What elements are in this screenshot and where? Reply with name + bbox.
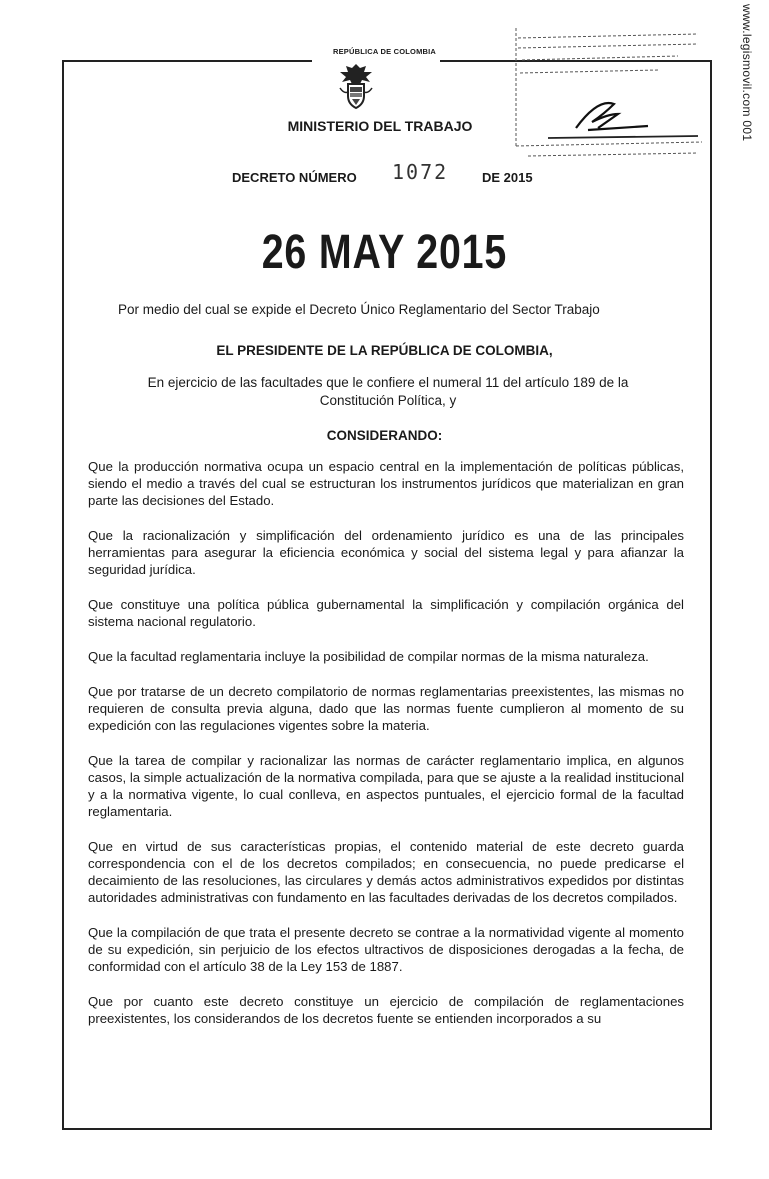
consideration-paragraph: Que la compilación de que trata el presente decreto se contrae a la normatividad vigente al momento de su expedición, sin perjuicio de los efectos ultractivos de disposiciones derogadas a la fecha, de conformidad con el artículo 38 de la Ley 153 de 1887. — [88, 925, 684, 974]
consideration-paragraph: Que constituye una política pública gubernamental la simplificación y compilación orgánica del sistema nacional regulatorio. — [88, 597, 684, 629]
consideration-paragraph: Que en virtud de sus características propias, el contenido material de este decreto guarda correspondencia con el de los decretos compilados; en consecuencia, no puede predicarse el decaimiento de las resoluciones, las circulares y demás actos administrativos expedidos por distintas autoridades administrativas con fundamento en las facultades derivadas de los decretos compilados. — [88, 839, 684, 905]
signature-stamp — [508, 18, 708, 168]
ministry-heading: MINISTERIO DEL TRABAJO — [287, 118, 473, 134]
watermark-url — [740, 4, 764, 174]
considerations-list — [88, 458, 684, 1045]
decree-year: DE 2015 — [482, 170, 533, 185]
decree-date-stamp: 26 MAY 2015 — [261, 226, 508, 279]
decree-subtitle: Por medio del cual se expide el Decreto Único Reglamentario del Sector Trabajo — [118, 302, 600, 317]
consideration-paragraph: Que la producción normativa ocupa un espacio central en la implementación de políticas públicas, siendo el medio a través del cual se estructuran los instrumentos jurídicos que materializan en gran parte las decisiones del Estado. — [88, 459, 684, 508]
president-heading: EL PRESIDENTE DE LA REPÚBLICA DE COLOMBIA, — [216, 343, 553, 358]
consideration-paragraph: Que la facultad reglamentaria incluye la posibilidad de compilar normas de la misma naturaleza. — [88, 649, 649, 664]
watermark-text: www.legismovil.com 001 — [740, 4, 754, 142]
decree-number: 1072 — [392, 160, 449, 184]
faculties-statement: En ejercicio de las facultades que le confiere el numeral 11 del artículo 189 de la Constitución Política, y — [147, 375, 629, 408]
consideration-paragraph: Que por tratarse de un decreto compilatorio de normas reglamentarias preexistentes, las mismas no requieren de consulta previa alguna, dado que las normas fuente cumplieron al momento de su expedición con las regulaciones vigentes sobre la materia. — [88, 684, 684, 733]
consideration-paragraph: Que por cuanto este decreto constituye un ejercicio de compilación de reglamentaciones preexistentes, los considerandos de los decretos fuente se entienden incorporados a su — [88, 994, 684, 1026]
considerando-heading: CONSIDERANDO: — [326, 428, 443, 443]
coat-of-arms-seal — [336, 62, 376, 110]
consideration-paragraph: Que la tarea de compilar y racionalizar las normas de carácter reglamentario implica, en algunos casos, la simple actualización de la normativa compilada, para que se ajuste a la realidad institucional y a la normativa vigente, lo cual conlleva, en aspectos puntuales, el ejercicio formal de la facultad reglamentaria. — [88, 753, 684, 819]
republic-heading: REPÚBLICA DE COLOMBIA — [332, 47, 437, 56]
decree-label: DECRETO NÚMERO — [232, 170, 357, 185]
consideration-paragraph: Que la racionalización y simplificación del ordenamiento jurídico es una de las principales herramientas para asegurar la eficiencia económica y social del sistema legal y para afianzar la seguridad jurídica. — [88, 528, 684, 577]
